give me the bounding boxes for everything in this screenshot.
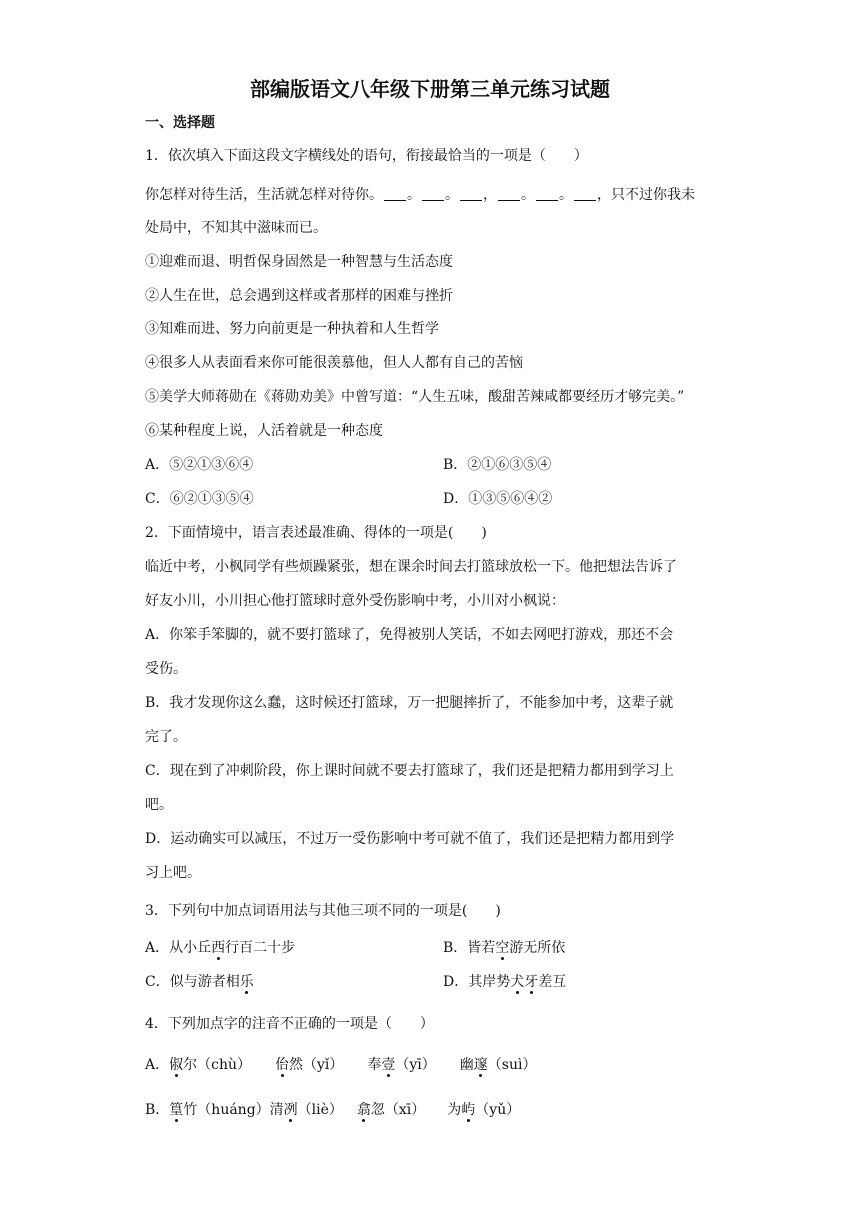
- fill-blank: [574, 186, 596, 201]
- q2-option-b[interactable]: B．我才发现你这么蠢，这时候还打篮球，万一把腿摔折了，不能参加中考，这辈子就: [145, 695, 674, 711]
- q1-option-d[interactable]: D．①③⑤⑥④②: [443, 491, 553, 507]
- q2-option-c-cont: 吧。: [145, 797, 173, 813]
- page-title: 部编版语文八年级下册第三单元练习试题: [250, 77, 610, 101]
- q1-option-a[interactable]: A．⑤②①③⑥④: [145, 457, 254, 473]
- q3-option-b[interactable]: B．皆若空游无所依: [443, 940, 566, 956]
- q1-option-b[interactable]: B．②①⑥③⑤④: [443, 457, 552, 473]
- q1-sentence-4: ④很多人从表面看来你可能很羡慕他，但人人都有自己的苦恼: [145, 355, 523, 371]
- q3-option-c[interactable]: C．似与游者相乐: [145, 974, 254, 990]
- dotted-word: 空: [495, 940, 510, 956]
- fill-blank: [384, 186, 406, 201]
- fill-blank: [498, 186, 520, 201]
- dotted-word: 西: [211, 940, 226, 956]
- q2-context-line2: 好友小川，小川担心他打篮球时意外受伤影响中考，小川对小枫说：: [145, 593, 565, 609]
- fill-blank: [536, 186, 558, 201]
- q1-option-c[interactable]: C．⑥②①③⑤④: [145, 491, 254, 507]
- fill-blank: [422, 186, 444, 201]
- dotted-word: 壹: [381, 1057, 396, 1073]
- dotted-word: 犬: [510, 974, 525, 990]
- q1-stem: 1．依次填入下面这段文字横线处的语句，衔接最恰当的一项是（ ）: [145, 148, 588, 164]
- dotted-word: 牙: [524, 974, 539, 990]
- dotted-word: 邃: [473, 1057, 488, 1073]
- q1-sentence-6: ⑥某种程度上说，人活着就是一种态度: [145, 423, 383, 439]
- dotted-word: 篁: [169, 1102, 184, 1118]
- q1-sentence-3: ③知难而进、努力向前更是一种执着和人生哲学: [145, 321, 439, 337]
- q1-passage-line2: 处局中，不知其中滋味而已。: [145, 220, 327, 236]
- q2-option-b-cont: 完了。: [145, 729, 187, 745]
- section-heading-choice: 一、选择题: [145, 115, 215, 131]
- q2-option-d-cont: 习上吧。: [145, 865, 201, 881]
- q2-option-a[interactable]: A．你笨手笨脚的，就不要打篮球了，免得被别人笑话，不如去网吧打游戏，那还不会: [145, 627, 674, 643]
- q3-stem: 3．下列句中加点词语用法与其他三项不同的一项是( ): [145, 903, 501, 919]
- dotted-word: 佁: [275, 1057, 289, 1073]
- dotted-word: 翕: [356, 1102, 371, 1118]
- dotted-word: 乐: [239, 974, 254, 990]
- q1-passage-line1: 你怎样对待生活，生活就怎样对待你。 。 。 ， 。 。 ，只不过你我未: [145, 187, 695, 203]
- q2-stem: 2．下面情境中，语言表述最准确、得体的一项是( ): [145, 525, 487, 541]
- q1-sentence-5: ⑤美学大师蒋勋在《蒋勋劝美》中曾写道：“人生五味，酸甜苦辣咸都要经历才够完美。”: [145, 389, 685, 405]
- q2-context-line1: 临近中考，小枫同学有些烦躁紧张，想在课余时间去打篮球放松一下。他把想法告诉了: [145, 559, 677, 575]
- q1-sentence-1: ①迎难而退、明哲保身固然是一种智慧与生活态度: [145, 254, 453, 270]
- dotted-word: 屿: [461, 1102, 476, 1118]
- dotted-word: 俶: [169, 1057, 184, 1073]
- dotted-word: 冽: [283, 1102, 298, 1118]
- fill-blank: [460, 186, 482, 201]
- q2-option-a-cont: 受伤。: [145, 661, 187, 677]
- q2-option-d[interactable]: D．运动确实可以减压，不过万一受伤影响中考可就不值了，我们还是把精力都用到学: [145, 831, 675, 847]
- q3-option-d[interactable]: D．其岸势犬牙差互: [443, 974, 567, 990]
- q4-option-b[interactable]: B．篁竹（huáng）清冽（liè） 翕忽（xī） 为屿（yǔ）: [145, 1102, 521, 1118]
- q1-sentence-2: ②人生在世，总会遇到这样或者那样的困难与挫折: [145, 288, 453, 304]
- q4-stem: 4．下列加点字的注音不正确的一项是（ ）: [145, 1016, 434, 1032]
- q3-option-a[interactable]: A．从小丘西行百二十步: [145, 940, 296, 956]
- q2-option-c[interactable]: C．现在到了冲刺阶段，你上课时间就不要去打篮球了，我们还是把精力都用到学习上: [145, 763, 674, 779]
- q4-option-a[interactable]: A．俶尔（chù） 佁然（yǐ） 奉壹（yī） 幽邃（suì）: [145, 1057, 537, 1073]
